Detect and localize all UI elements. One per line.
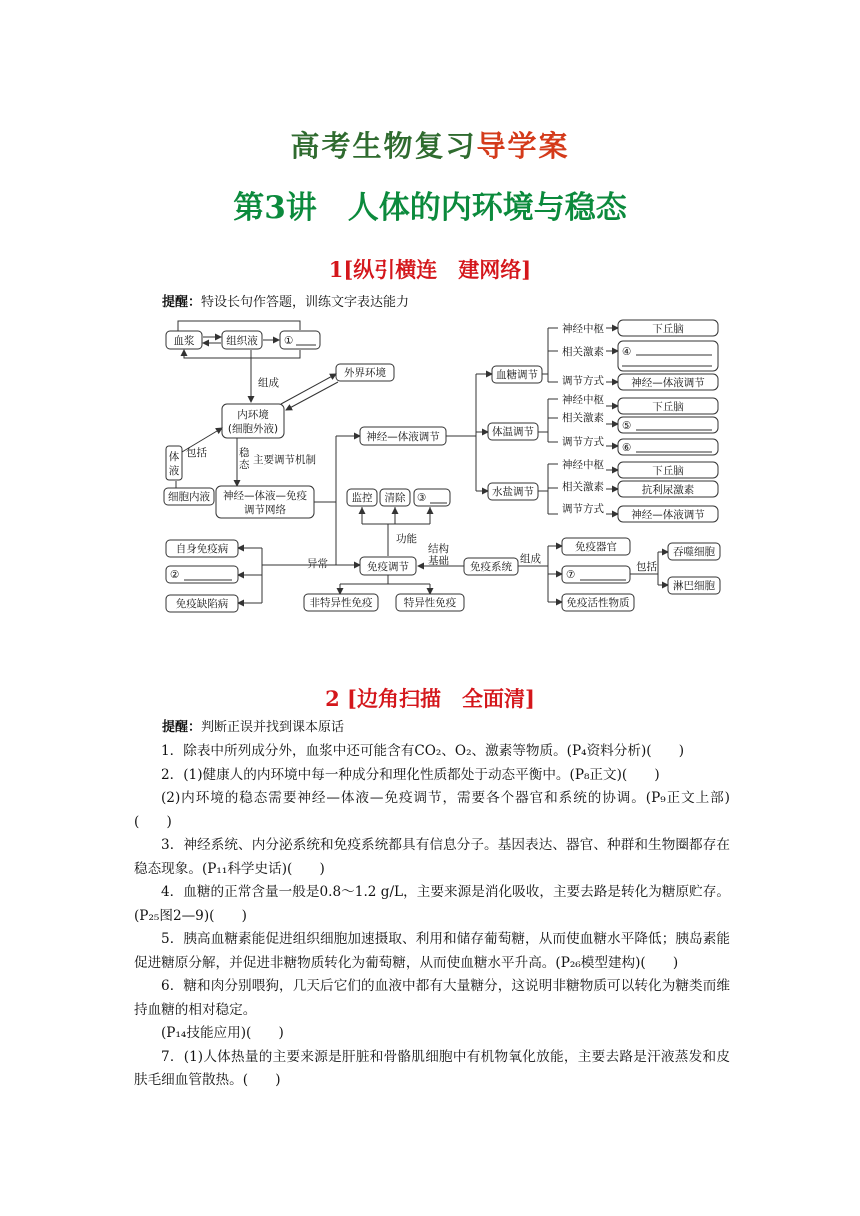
- question-list: [134, 740, 730, 1093]
- hint-label-2: 提醒：: [162, 720, 202, 735]
- connector-line: [362, 507, 430, 556]
- body-fluid-label-2: 液: [168, 465, 180, 477]
- question-6-ref: (P₁₄技能应用)( ): [161, 1025, 284, 1041]
- glucose-center-label: 神经中枢: [562, 323, 604, 335]
- temp-center-label: 神经中枢: [562, 394, 604, 406]
- network-label-2: 调节网络: [244, 504, 286, 516]
- hint-text: 特设长句作答题，训练文字表达能力: [201, 295, 410, 310]
- homeo-label-1: 稳: [239, 447, 250, 459]
- connector-line: [538, 464, 558, 514]
- section-2-hint: [162, 716, 344, 735]
- temp-hormone-label: 相关激素: [562, 412, 604, 424]
- immune-active-label: 免疫活性物质: [566, 597, 630, 609]
- hint-label: 提醒：: [162, 295, 202, 310]
- connector-line: [178, 321, 300, 331]
- blank-3-label: ③: [417, 492, 427, 504]
- compose-label: 组成: [258, 377, 279, 389]
- function-label: 功能: [396, 533, 417, 545]
- section-2-heading: 2 [边角扫描 全面清]: [325, 686, 535, 711]
- blank-6-label: ⑥: [622, 442, 632, 454]
- abnormal-label: 异常: [307, 558, 328, 570]
- ws-center-label: 神经中枢: [562, 459, 604, 471]
- immune-reg-label: 免疫调节: [367, 561, 409, 573]
- ws-mode-value: 神经—体液调节: [631, 509, 705, 521]
- question-6: 6．糖和肉分别喂狗，几天后它们的血液中都有大量糖分，这说明非糖物质可以转化为糖类而维持血糖的相对稳定。: [134, 978, 730, 1018]
- hint-text-2: 判断正误并找到课本原话: [201, 720, 345, 735]
- connector-line: [340, 575, 430, 584]
- connector-line: [538, 399, 558, 442]
- blank-5-label: ⑤: [622, 420, 632, 432]
- title-part-2: 导学案: [476, 129, 570, 163]
- question-2b: (2)内环境的稳态需要神经—体液—免疫调节，需要各个器官和系统的协调。(P₉正文上部)( ): [134, 790, 730, 830]
- homeo-label-2: 态: [239, 459, 250, 471]
- glucose-mode-label: 调节方式: [562, 375, 604, 387]
- specific-label: 特异性免疫: [403, 597, 457, 609]
- connector-line: [286, 382, 338, 410]
- autoimmune-label: 自身免疫病: [175, 543, 229, 555]
- ws-hormone-value: 抗利尿激素: [641, 484, 695, 496]
- glucose-hormone-label: 相关激素: [562, 346, 604, 358]
- question-2a: 2．(1)健康人的内环境中每一种成分和理化性质都处于动态平衡中。(P₈正文)( ): [161, 766, 660, 783]
- compose-label-2: 组成: [520, 553, 541, 565]
- tissue-fluid-label: 组织液: [226, 335, 258, 347]
- connector-line: [542, 328, 558, 382]
- connector-line: [281, 374, 336, 404]
- question-4: 4．血糖的正常含量一般是0.8～1.2 g/L，主要来源是消化吸收，主要去路是转化为糖原贮存。(P₂₅图2—9)( ): [134, 884, 730, 924]
- blank-5-box: [618, 417, 718, 433]
- glucose-center-value: 下丘脑: [652, 323, 684, 335]
- immune-organ-label: 免疫器官: [575, 541, 617, 553]
- blank-6-box: [618, 439, 718, 455]
- question-1: 1．除表中所列成分外，血浆中还可能含有CO₂、O₂、激素等物质。(P₄资料分析)( ): [161, 743, 685, 759]
- immune-system-label: 免疫系统: [470, 561, 512, 573]
- include-label: 包括: [186, 447, 207, 459]
- immunodeficiency-label: 免疫缺陷病: [175, 598, 229, 610]
- temp-center-value: 下丘脑: [652, 401, 684, 413]
- connector-line: [184, 350, 300, 358]
- question-3: 3．神经系统、内分泌系统和免疫系统都具有信息分子。基因表达、器官、种群和生物圈都存在稳态现象。(P₁₁科学史话)( ): [134, 837, 730, 877]
- blank-4-label: ④: [622, 346, 632, 358]
- question-5: 5．胰高血糖素能促进组织细胞加速摄取、利用和储存葡萄糖，从而使血糖水平降低；胰岛素能促进糖原分解，并促进非糖物质转化为葡萄糖，从而使血糖水平升高。(P₂₆模型建构)( ): [134, 931, 730, 971]
- ws-hormone-label: 相关激素: [562, 481, 604, 493]
- blank-2-label: ②: [170, 569, 180, 581]
- temp-reg-label: 体温调节: [492, 426, 534, 438]
- include-label-2: 包括: [636, 561, 657, 573]
- glucose-reg-label: 血糖调节: [496, 369, 538, 381]
- intracellular-label: 细胞内液: [168, 491, 210, 503]
- network-label-1: 神经—体液—免疫: [223, 490, 307, 502]
- neuro-humoral-label: 神经—体液调节: [366, 431, 440, 443]
- main-mechanism-label: 主要调节机制: [253, 454, 316, 466]
- plasma-label: 血浆: [173, 335, 195, 347]
- question-7: 7．(1)人体热量的主要来源是肝脏和骨骼肌细胞中有机物氧化放能，主要去路是汗液蒸发和皮肤毛细血管散热。( ): [134, 1048, 730, 1088]
- temp-mode-label: 调节方式: [562, 436, 604, 448]
- struct-label-1: 结构: [428, 543, 449, 555]
- ws-mode-label: 调节方式: [562, 503, 604, 515]
- clear-label: 清除: [384, 492, 406, 504]
- monitor-label: 监控: [351, 492, 373, 504]
- nonspecific-label: 非特异性免疫: [309, 597, 373, 609]
- glucose-mode-value: 神经—体液调节: [631, 377, 705, 389]
- internal-env-label-1: 内环境: [237, 409, 269, 421]
- ws-center-value: 下丘脑: [652, 465, 684, 477]
- phagocyte-label: 吞噬细胞: [673, 546, 715, 558]
- water-salt-reg-label: 水盐调节: [492, 486, 534, 498]
- title-part-1: 高考生物复习: [290, 129, 477, 163]
- lymphocyte-label: 淋巴细胞: [673, 580, 715, 592]
- lesson-title: 第3讲 人体的内环境与稳态: [233, 190, 627, 226]
- struct-label-2: 基础: [428, 555, 449, 567]
- internal-env-label-2: (细胞外液): [227, 423, 279, 435]
- body-fluid-label-1: 体: [168, 451, 180, 463]
- blank-1-label: ①: [284, 335, 294, 347]
- section-1-heading: 1[纵引横连 建网络]: [328, 257, 532, 282]
- blank-7-label: ⑦: [566, 569, 576, 581]
- external-env-label: 外界环境: [344, 367, 386, 379]
